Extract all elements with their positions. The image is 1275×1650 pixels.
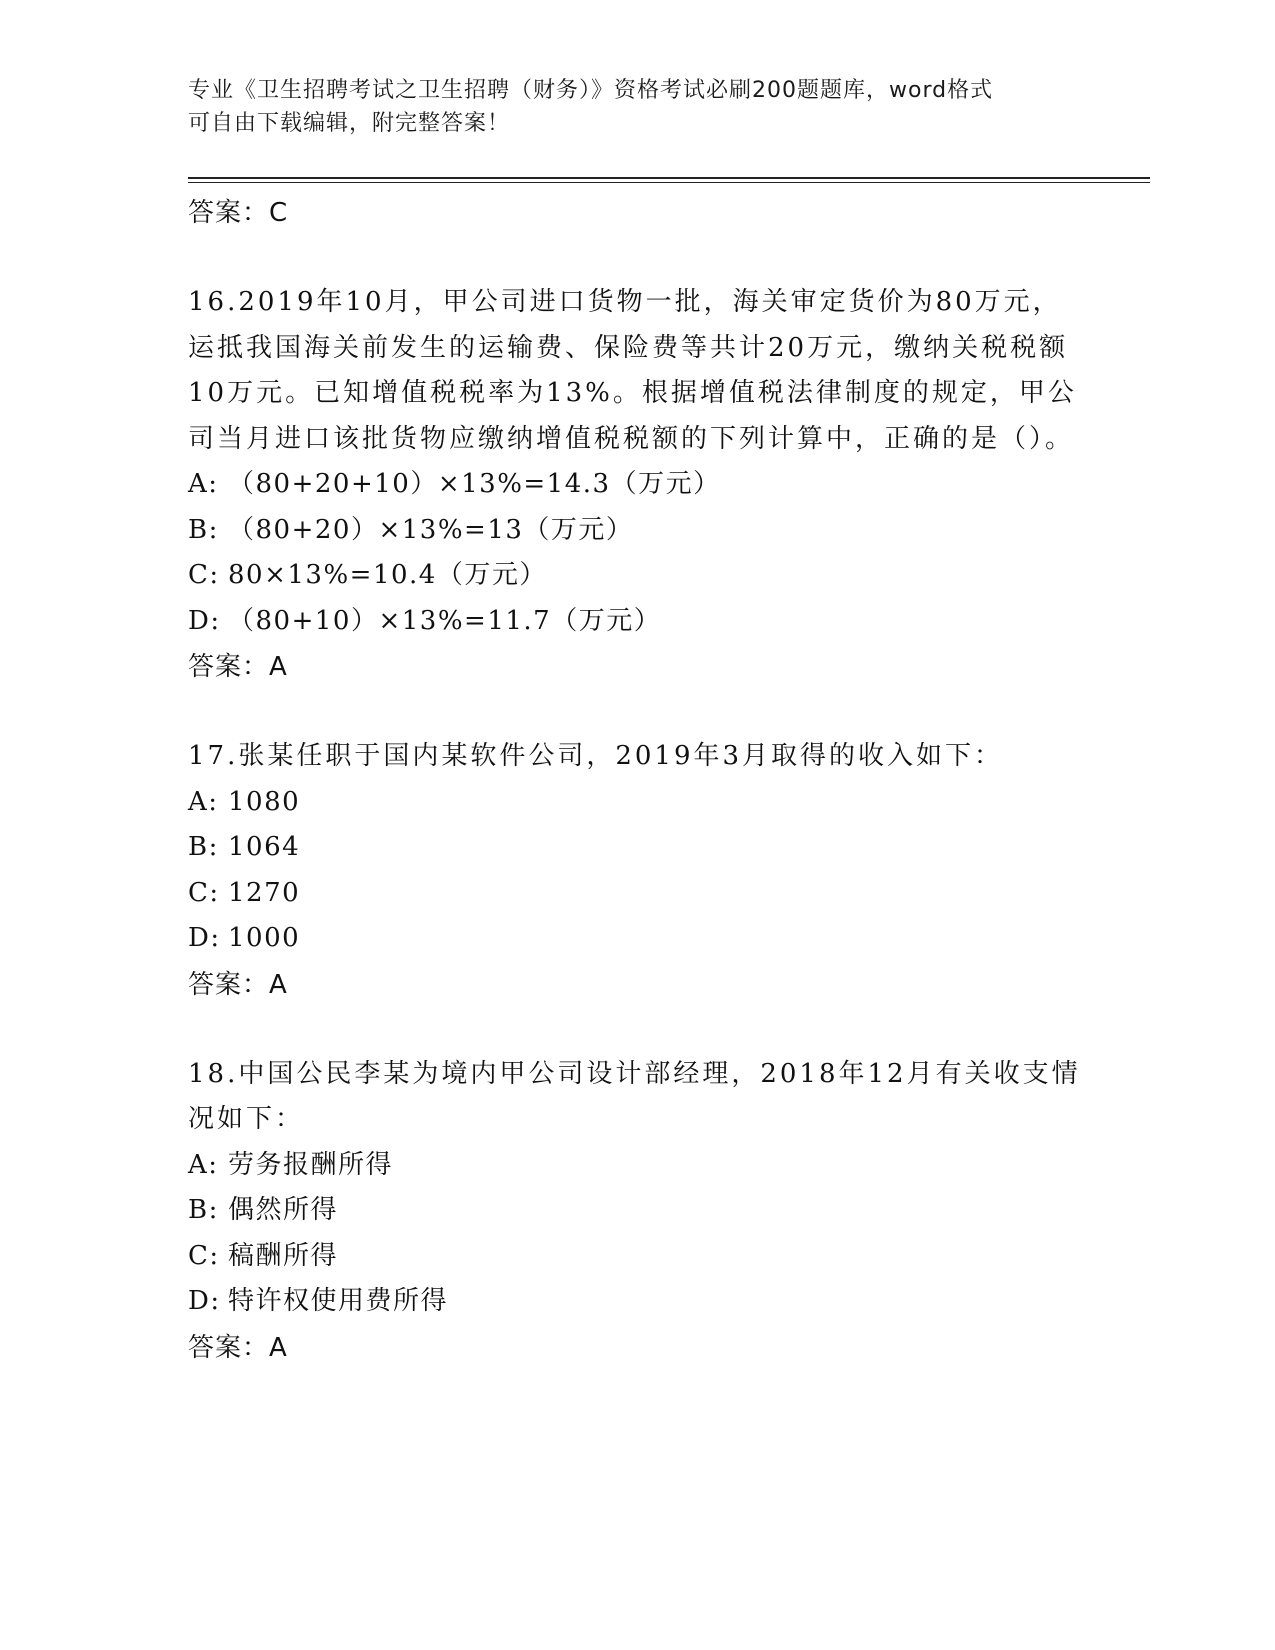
answer: 答案：A <box>188 652 288 682</box>
option-text: 1080 <box>228 786 301 817</box>
question-text: 16.2019年10月，甲公司进口货物一批，海关审定货价为80万元，运抵我国海关前发生的运输费、保险费等共计20万元，缴纳关税税额10万元。已知增值税税率为13%。根据增值税法律制度的规定，甲公司当月进口该批货物应缴纳增值税税额的下列计算中，正确的是（）。 <box>188 287 1077 454</box>
option-label: A: <box>188 1149 219 1180</box>
header-rule-thick <box>188 177 1150 179</box>
option-text: （80+20+10）×13%=14.3（万元） <box>228 469 721 499</box>
option-label: B: <box>188 514 219 545</box>
option-label: A: <box>188 786 219 817</box>
option-a <box>188 1143 1088 1189</box>
answer: 答案：A <box>188 969 288 1000</box>
question-text: 17.张某任职于国内某软件公司，2019年3月取得的收入如下： <box>188 741 1004 771</box>
question-list <box>188 190 1088 1371</box>
option-a <box>188 462 1088 508</box>
question-block <box>188 1052 1088 1371</box>
option-b <box>188 825 1088 871</box>
spacer <box>188 1008 1088 1052</box>
option-b <box>188 1188 1088 1234</box>
spacer <box>188 690 1088 734</box>
spacer <box>188 236 1088 280</box>
option-d <box>188 599 1088 645</box>
option-label: C: <box>188 560 220 590</box>
option-text: 稿酬所得 <box>228 1240 339 1271</box>
option-label: A: <box>188 469 219 499</box>
option-c <box>188 1234 1088 1280</box>
option-label: D: <box>188 1286 221 1316</box>
header-rule-thin <box>188 182 1150 183</box>
option-text: 劳务报酬所得 <box>228 1149 394 1180</box>
option-label: B: <box>188 832 219 862</box>
header-line-2: 可自由下载编辑，附完整答案！ <box>188 111 511 136</box>
option-a <box>188 780 1088 826</box>
option-text: 偶然所得 <box>228 1195 339 1225</box>
document-header <box>188 74 1068 140</box>
option-b <box>188 508 1088 554</box>
option-text: 特许权使用费所得 <box>228 1286 449 1316</box>
answer: 答案：A <box>188 1332 288 1363</box>
option-text: 1000 <box>228 923 301 953</box>
question-block <box>188 280 1088 690</box>
option-c <box>188 553 1088 599</box>
option-label: C: <box>188 1240 220 1271</box>
option-label: D: <box>188 605 221 636</box>
option-text: 80×13%=10.4（万元） <box>228 560 547 590</box>
header-line-1: 专业《卫生招聘考试之卫生招聘（财务）》资格考试必刷200题题库，word格式 <box>188 78 994 103</box>
option-d <box>188 1279 1088 1325</box>
option-text: 1270 <box>228 877 301 908</box>
option-text: 1064 <box>228 832 301 862</box>
option-d <box>188 916 1088 962</box>
option-c <box>188 871 1088 917</box>
previous-answer: 答案：C <box>188 198 289 228</box>
option-text: （80+20）×13%=13（万元） <box>228 514 634 545</box>
option-label: B: <box>188 1195 219 1225</box>
option-label: C: <box>188 877 220 908</box>
option-label: D: <box>188 923 221 953</box>
option-text: （80+10）×13%=11.7（万元） <box>228 605 662 636</box>
question-text: 18.中国公民李某为境内甲公司设计部经理，2018年12月有关收支情况如下： <box>188 1058 1081 1134</box>
question-block <box>188 734 1088 1008</box>
